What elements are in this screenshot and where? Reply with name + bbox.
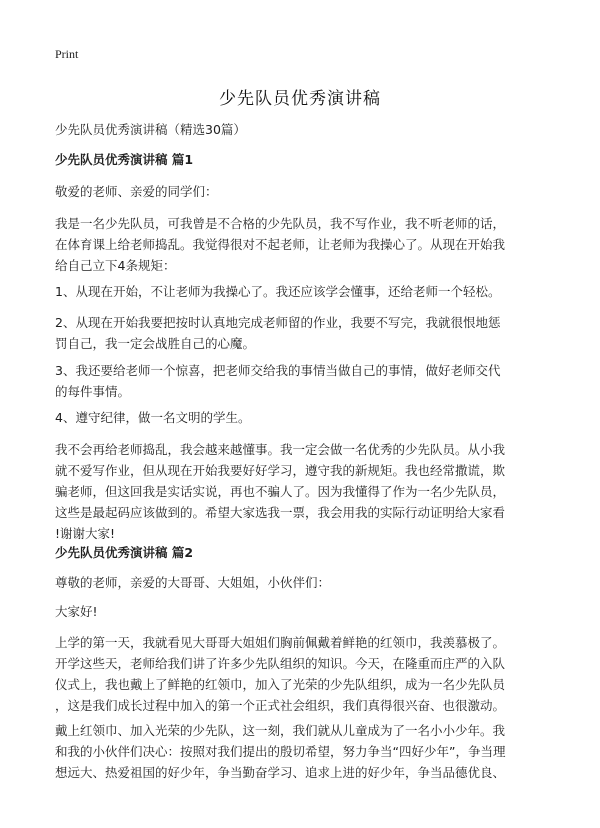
section-1-paragraph-1 xyxy=(55,213,547,276)
text-line: 想远大、热爱祖国的好少年，争当勤奋学习、追求上进的好少年，争当品德优良、 xyxy=(55,765,506,780)
section-1-rule-4: 4、遵守纪律，做一名文明的学生。 xyxy=(55,410,251,425)
text-line: 上学的第一天，我就看见大哥哥大姐姐们胸前佩戴着鲜艳的红领巾，我羡慕极了。 xyxy=(55,635,506,650)
section-2-heading: 少先队员优秀演讲稿 篇2 xyxy=(55,545,194,560)
document-title: 少先队员优秀演讲稿 xyxy=(219,89,381,109)
text-line: ，这是我们成长过程中加入的第一个正式社会组织，我们真得很兴奋、也很激动。 xyxy=(55,698,506,713)
text-line: 2、从现在开始我要把按时认真地完成老师留的作业，我要不写完，我就很恨地惩 xyxy=(55,315,501,330)
section-1-paragraph-2 xyxy=(55,439,547,544)
text-line: 我不会再给老师捣乱，我会越来越懂事。我一定会做一名优秀的少先队员。从小我 xyxy=(55,442,506,457)
text-line: 戴上红领巾、加入光荣的少先队，这一刻，我们就从儿童成为了一名小小少年。我 xyxy=(55,723,506,738)
text-line: 罚自己，我一定会战胜自己的心魔。 xyxy=(55,336,256,351)
document-subtitle: 少先队员优秀演讲稿（精选30篇） xyxy=(55,122,246,137)
section-2-paragraph-2 xyxy=(55,720,547,783)
section-1-heading: 少先队员优秀演讲稿 篇1 xyxy=(55,152,194,167)
section-2-paragraph-1 xyxy=(55,632,547,716)
text-line: 我是一名少先队员，可我曾是不合格的少先队员，我不写作业，我不听老师的话， xyxy=(55,216,506,231)
text-line: 开学这些天，老师给我们讲了许多少先队组织的知识。今天，在隆重而庄严的入队 xyxy=(55,656,506,671)
text-line: 仪式上，我也戴上了鲜艳的红领巾，加入了光荣的少先队组织，成为一名少先队员 xyxy=(55,677,506,692)
section-1-rule-2 xyxy=(55,312,547,354)
section-1-greeting: 敬爱的老师、亲爱的同学们： xyxy=(55,184,218,199)
section-1-rule-3 xyxy=(55,360,547,402)
section-2-greeting: 尊敬的老师，亲爱的大哥哥、大姐姐，小伙伴们： xyxy=(55,575,331,590)
print-link[interactable]: Print xyxy=(55,47,79,61)
section-2-hello: 大家好! xyxy=(55,604,98,619)
text-line: 3、我还要给老师一个惊喜，把老师交给我的事情当做自己的事情，做好老师交代 xyxy=(55,363,501,378)
text-line: 就不爱写作业，但从现在开始我要好好学习，遵守我的新规矩。我也经常撒谎，欺 xyxy=(55,463,506,478)
text-line: 骗老师，但这回我是实话实说，再也不骗人了。因为我懂得了作为一名少先队员， xyxy=(55,484,506,499)
text-line: 这些是最起码应该做到的。希望大家选我一票，我会用我的实际行动证明给大家看 xyxy=(55,505,506,520)
section-1-rule-1: 1、从现在开始，不让老师为我操心了。我还应该学会懂事，还给老师一个轻松。 xyxy=(55,284,501,299)
text-line: !谢谢大家! xyxy=(55,526,116,541)
text-line: 给自己立下4条规矩： xyxy=(55,258,176,273)
text-line: 和我的小伙伴们决心：按照对我们提出的殷切希望，努力争当“四好少年”，争当理 xyxy=(55,744,506,759)
text-line: 在体育课上给老师捣乱。我觉得很对不起老师，让老师为我操心了。从现在开始我 xyxy=(55,237,506,252)
text-line: 的每件事情。 xyxy=(55,384,131,399)
